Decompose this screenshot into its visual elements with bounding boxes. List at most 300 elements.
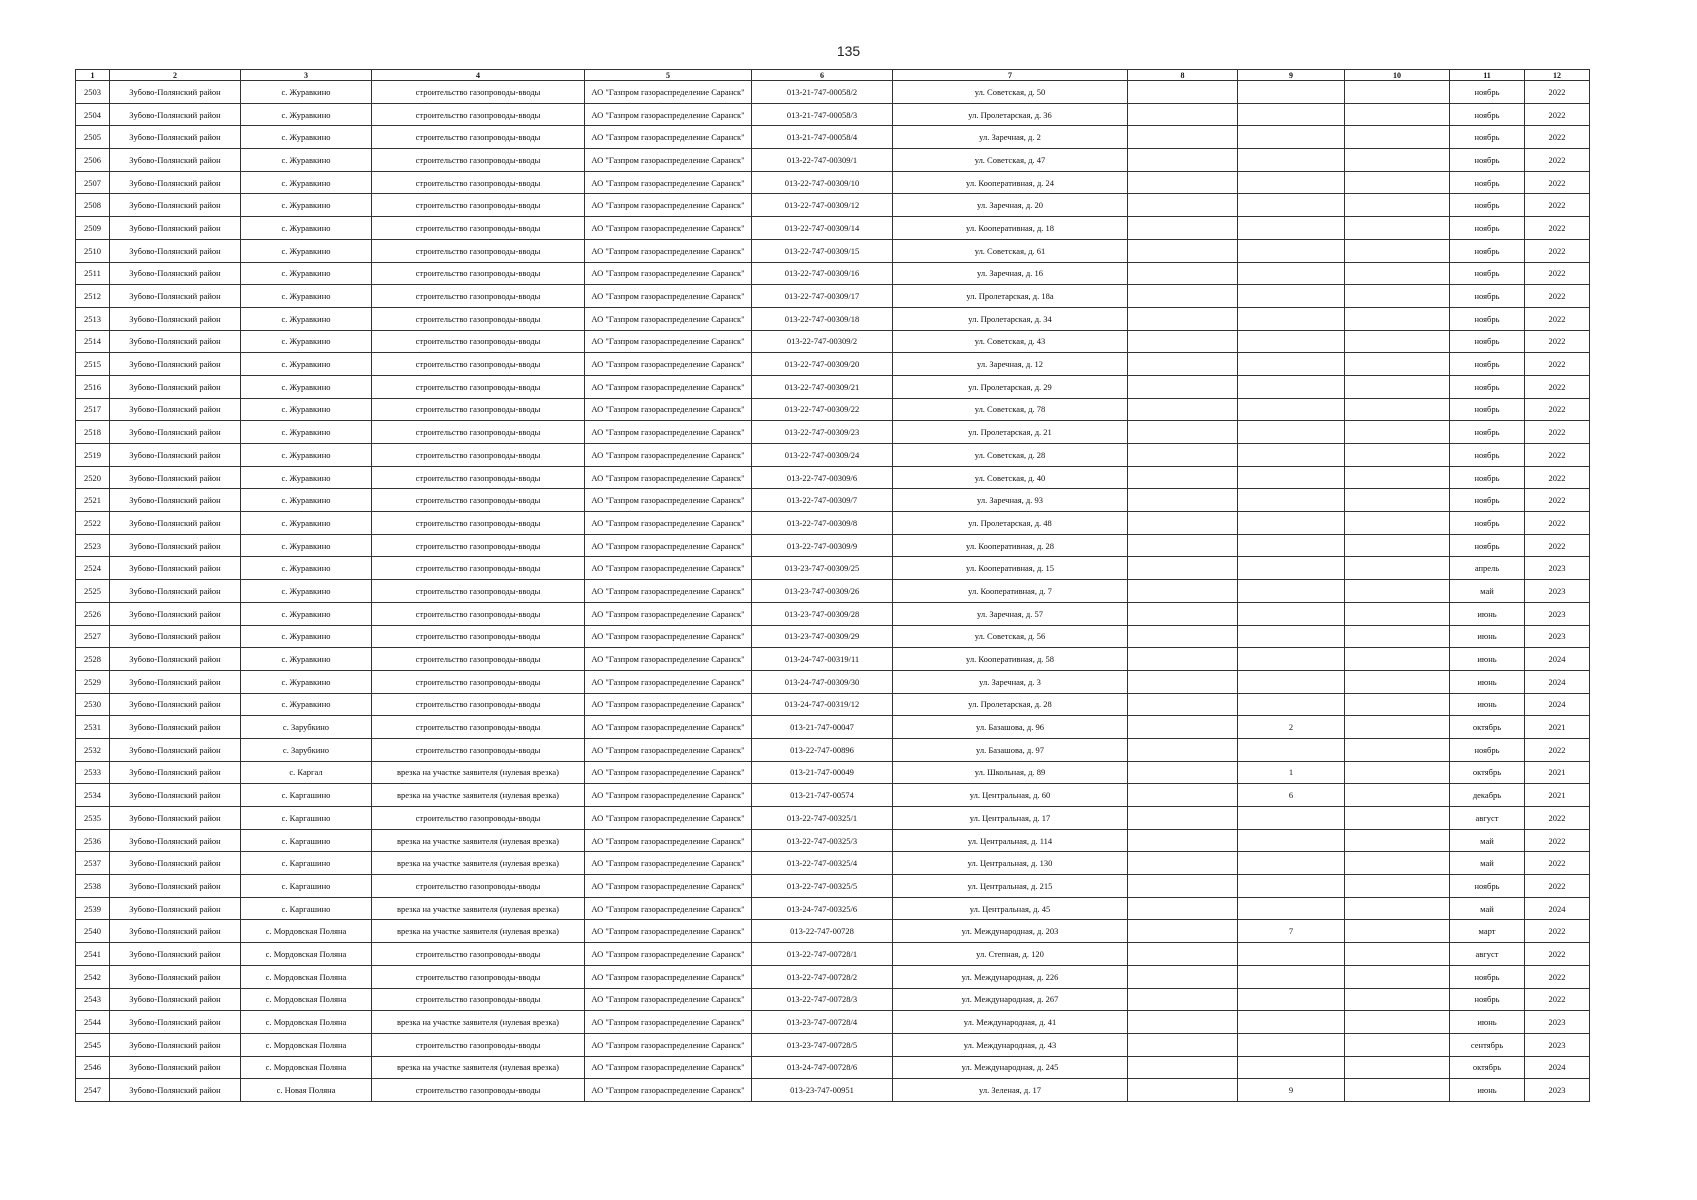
table-cell <box>1238 330 1345 353</box>
table-cell: 2024 <box>1525 648 1590 671</box>
table-cell: АО "Газпром газораспределение Саранск" <box>585 1011 752 1034</box>
table-cell: 2022 <box>1525 262 1590 285</box>
table-row <box>76 920 1590 943</box>
table-row <box>76 375 1590 398</box>
table-cell <box>1345 534 1450 557</box>
table-cell: 013-22-747-00309/8 <box>752 512 893 535</box>
table-cell: строительство газопроводы-вводы <box>372 103 585 126</box>
table-body <box>76 81 1590 1102</box>
table-cell <box>1128 512 1238 535</box>
table-cell: строительство газопроводы-вводы <box>372 466 585 489</box>
table-cell: Зубово-Полянский район <box>110 81 241 104</box>
table-cell: с. Журавкино <box>241 421 372 444</box>
table-cell: АО "Газпром газораспределение Саранск" <box>585 693 752 716</box>
table-cell: строительство газопроводы-вводы <box>372 239 585 262</box>
table-cell: с. Журавкино <box>241 489 372 512</box>
table-cell: 2545 <box>76 1033 110 1056</box>
table-cell: ул. Заречная, д. 3 <box>893 670 1128 693</box>
table-cell: с. Журавкино <box>241 398 372 421</box>
table-cell: ул. Пролетарская, д. 29 <box>893 375 1128 398</box>
table-cell: май <box>1450 852 1525 875</box>
table-cell: ул. Советская, д. 50 <box>893 81 1128 104</box>
table-cell: 2526 <box>76 602 110 625</box>
table-cell: ул. Кооперативная, д. 18 <box>893 217 1128 240</box>
table-cell: с. Журавкино <box>241 693 372 716</box>
table-cell <box>1345 807 1450 830</box>
table-cell <box>1128 466 1238 489</box>
table-row <box>76 580 1590 603</box>
table-cell <box>1128 489 1238 512</box>
table-cell: врезка на участке заявителя (нулевая врезка) <box>372 920 585 943</box>
table-cell: строительство газопроводы-вводы <box>372 398 585 421</box>
table-cell <box>1128 965 1238 988</box>
table-cell <box>1128 557 1238 580</box>
table-cell: ул. Центральная, д. 130 <box>893 852 1128 875</box>
table-cell: врезка на участке заявителя (нулевая врезка) <box>372 1011 585 1034</box>
table-cell: Зубово-Полянский район <box>110 194 241 217</box>
table-cell <box>1238 852 1345 875</box>
table-cell <box>1128 171 1238 194</box>
table-cell: ул. Степная, д. 120 <box>893 943 1128 966</box>
table-cell: 013-23-747-00728/4 <box>752 1011 893 1034</box>
table-cell: июнь <box>1450 1011 1525 1034</box>
table-cell: 2022 <box>1525 285 1590 308</box>
table-cell: строительство газопроводы-вводы <box>372 670 585 693</box>
table-cell: ул. Советская, д. 40 <box>893 466 1128 489</box>
table-cell: ул. Центральная, д. 45 <box>893 897 1128 920</box>
table-cell: с. Мордовская Поляна <box>241 988 372 1011</box>
table-row <box>76 807 1590 830</box>
table-cell: ноябрь <box>1450 444 1525 467</box>
table-row <box>76 466 1590 489</box>
table-cell: с. Журавкино <box>241 625 372 648</box>
table-cell: Зубово-Полянский район <box>110 852 241 875</box>
table-cell: август <box>1450 943 1525 966</box>
table-cell <box>1238 194 1345 217</box>
table-cell <box>1128 784 1238 807</box>
table-cell: 013-23-747-00309/29 <box>752 625 893 648</box>
table-cell: 2522 <box>76 512 110 535</box>
table-cell <box>1128 580 1238 603</box>
table-cell: строительство газопроводы-вводы <box>372 625 585 648</box>
table-cell: октябрь <box>1450 716 1525 739</box>
table-cell: АО "Газпром газораспределение Саранск" <box>585 81 752 104</box>
table-cell <box>1345 761 1450 784</box>
table-cell: 2022 <box>1525 738 1590 761</box>
table-cell: 013-24-747-00319/11 <box>752 648 893 671</box>
table-cell: ул. Пролетарская, д. 28 <box>893 693 1128 716</box>
table-cell: Зубово-Полянский район <box>110 875 241 898</box>
table-cell: АО "Газпром газораспределение Саранск" <box>585 965 752 988</box>
table-cell: 2532 <box>76 738 110 761</box>
table-cell: Зубово-Полянский район <box>110 625 241 648</box>
table-row <box>76 693 1590 716</box>
table-cell: строительство газопроводы-вводы <box>372 602 585 625</box>
table-cell: ул. Международная, д. 267 <box>893 988 1128 1011</box>
table-cell: строительство газопроводы-вводы <box>372 512 585 535</box>
table-cell: 2521 <box>76 489 110 512</box>
table-cell: Зубово-Полянский район <box>110 965 241 988</box>
table-cell: АО "Газпром газораспределение Саранск" <box>585 149 752 172</box>
table-cell: с. Журавкино <box>241 239 372 262</box>
table-cell: с. Журавкино <box>241 648 372 671</box>
table-cell: Зубово-Полянский район <box>110 580 241 603</box>
table-cell <box>1128 693 1238 716</box>
table-cell: 2536 <box>76 829 110 852</box>
table-cell: Зубово-Полянский район <box>110 171 241 194</box>
table-cell: строительство газопроводы-вводы <box>372 489 585 512</box>
table-cell <box>1128 1079 1238 1102</box>
table-cell: 013-22-747-00309/9 <box>752 534 893 557</box>
table-cell <box>1128 126 1238 149</box>
table-cell: с. Мордовская Поляна <box>241 943 372 966</box>
table-cell <box>1238 262 1345 285</box>
table-cell <box>1238 648 1345 671</box>
table-cell: 2023 <box>1525 1033 1590 1056</box>
table-cell <box>1238 965 1345 988</box>
table-cell: с. Журавкино <box>241 262 372 285</box>
table-cell <box>1238 466 1345 489</box>
table-cell: АО "Газпром газораспределение Саранск" <box>585 307 752 330</box>
table-cell: ул. Центральная, д. 17 <box>893 807 1128 830</box>
table-cell <box>1128 330 1238 353</box>
table-cell: строительство газопроводы-вводы <box>372 307 585 330</box>
table-cell: 2512 <box>76 285 110 308</box>
table-cell: АО "Газпром газораспределение Саранск" <box>585 988 752 1011</box>
table-cell: АО "Газпром газораспределение Саранск" <box>585 1079 752 1102</box>
table-cell <box>1128 217 1238 240</box>
table-cell: Зубово-Полянский район <box>110 239 241 262</box>
table-cell: врезка на участке заявителя (нулевая врезка) <box>372 784 585 807</box>
table-cell <box>1128 149 1238 172</box>
table-cell: строительство газопроводы-вводы <box>372 149 585 172</box>
table-cell: АО "Газпром газораспределение Саранск" <box>585 716 752 739</box>
table-cell: Зубово-Полянский район <box>110 103 241 126</box>
table-cell <box>1128 648 1238 671</box>
table-cell: АО "Газпром газораспределение Саранск" <box>585 1033 752 1056</box>
table-cell <box>1238 1056 1345 1079</box>
table-cell: 2024 <box>1525 693 1590 716</box>
table-cell: строительство газопроводы-вводы <box>372 716 585 739</box>
table-cell: 2022 <box>1525 489 1590 512</box>
table-cell <box>1238 285 1345 308</box>
table-cell <box>1345 580 1450 603</box>
table-cell <box>1128 602 1238 625</box>
table-cell: АО "Газпром газораспределение Саранск" <box>585 557 752 580</box>
table-cell: 2023 <box>1525 557 1590 580</box>
table-cell: 2511 <box>76 262 110 285</box>
table-row <box>76 534 1590 557</box>
page-number: 135 <box>836 43 861 59</box>
table-cell <box>1345 965 1450 988</box>
table-cell <box>1238 807 1345 830</box>
table-row <box>76 330 1590 353</box>
table-cell <box>1128 262 1238 285</box>
table-cell <box>1238 81 1345 104</box>
table-cell <box>1345 1011 1450 1034</box>
table-cell <box>1128 534 1238 557</box>
table-cell: Зубово-Полянский район <box>110 829 241 852</box>
table-row <box>76 965 1590 988</box>
table-cell: 013-22-747-00309/10 <box>752 171 893 194</box>
table-cell: Зубово-Полянский район <box>110 262 241 285</box>
table-cell: строительство газопроводы-вводы <box>372 534 585 557</box>
table-cell <box>1128 829 1238 852</box>
table-cell: ул. Советская, д. 47 <box>893 149 1128 172</box>
table-cell: 2022 <box>1525 807 1590 830</box>
table-cell: 2537 <box>76 852 110 875</box>
table-cell: 013-22-747-00309/2 <box>752 330 893 353</box>
table-cell: 2022 <box>1525 103 1590 126</box>
table-cell: ул. Кооперативная, д. 58 <box>893 648 1128 671</box>
table-cell <box>1128 920 1238 943</box>
table-cell: 013-22-747-00309/23 <box>752 421 893 444</box>
table-cell: Зубово-Полянский район <box>110 670 241 693</box>
table-cell: АО "Газпром газораспределение Саранск" <box>585 285 752 308</box>
table-cell <box>1128 716 1238 739</box>
table-cell <box>1238 670 1345 693</box>
table-cell: АО "Газпром газораспределение Саранск" <box>585 489 752 512</box>
table-cell <box>1345 897 1450 920</box>
table-cell: с. Журавкино <box>241 534 372 557</box>
table-cell: врезка на участке заявителя (нулевая врезка) <box>372 829 585 852</box>
table-cell: 6 <box>1238 784 1345 807</box>
table-cell: с. Новая Поляна <box>241 1079 372 1102</box>
table-cell: с. Каргашино <box>241 875 372 898</box>
table-cell <box>1345 875 1450 898</box>
table-cell: АО "Газпром газораспределение Саранск" <box>585 421 752 444</box>
table-cell: строительство газопроводы-вводы <box>372 1033 585 1056</box>
table-cell <box>1345 81 1450 104</box>
table-row <box>76 897 1590 920</box>
table-cell: 2022 <box>1525 829 1590 852</box>
table-cell <box>1128 897 1238 920</box>
table-cell: 2022 <box>1525 534 1590 557</box>
table-cell: 2021 <box>1525 761 1590 784</box>
table-row <box>76 988 1590 1011</box>
table-cell: АО "Газпром газораспределение Саранск" <box>585 330 752 353</box>
table-cell: 013-21-747-00058/3 <box>752 103 893 126</box>
table-cell: 2022 <box>1525 875 1590 898</box>
table-cell <box>1128 444 1238 467</box>
table-row <box>76 489 1590 512</box>
table-cell: строительство газопроводы-вводы <box>372 557 585 580</box>
table-cell: 013-22-747-00325/4 <box>752 852 893 875</box>
table-cell <box>1345 262 1450 285</box>
table-cell: ул. Пролетарская, д. 34 <box>893 307 1128 330</box>
table-row <box>76 716 1590 739</box>
table-cell: 2024 <box>1525 1056 1590 1079</box>
table-cell: 013-22-747-00728 <box>752 920 893 943</box>
table-cell: с. Журавкино <box>241 580 372 603</box>
table-cell: 2022 <box>1525 421 1590 444</box>
table-cell: строительство газопроводы-вводы <box>372 81 585 104</box>
table-cell: врезка на участке заявителя (нулевая врезка) <box>372 852 585 875</box>
table-cell: ул. Советская, д. 28 <box>893 444 1128 467</box>
table-cell: 013-22-747-00728/1 <box>752 943 893 966</box>
table-cell: строительство газопроводы-вводы <box>372 285 585 308</box>
table-cell: Зубово-Полянский район <box>110 557 241 580</box>
table-cell <box>1238 875 1345 898</box>
table-cell: 013-22-747-00309/16 <box>752 262 893 285</box>
table-cell <box>1345 920 1450 943</box>
table-cell: 2024 <box>1525 670 1590 693</box>
table-cell: ноябрь <box>1450 988 1525 1011</box>
table-cell: АО "Газпром газораспределение Саранск" <box>585 466 752 489</box>
table-cell: ул. Кооперативная, д. 15 <box>893 557 1128 580</box>
table-cell: ул. Заречная, д. 57 <box>893 602 1128 625</box>
table-row <box>76 353 1590 376</box>
table-cell: 2506 <box>76 149 110 172</box>
table-cell: 2021 <box>1525 784 1590 807</box>
table-row <box>76 761 1590 784</box>
table-cell: Зубово-Полянский район <box>110 421 241 444</box>
table-cell: строительство газопроводы-вводы <box>372 217 585 240</box>
table-cell: 2518 <box>76 421 110 444</box>
table-row <box>76 1079 1590 1102</box>
table-cell <box>1345 398 1450 421</box>
table-cell: ул. Заречная, д. 20 <box>893 194 1128 217</box>
table-cell: ноябрь <box>1450 353 1525 376</box>
table-cell: с. Журавкино <box>241 557 372 580</box>
table-cell: с. Журавкино <box>241 194 372 217</box>
table-cell <box>1345 330 1450 353</box>
column-header: 11 <box>1450 70 1525 81</box>
table-cell: 2514 <box>76 330 110 353</box>
table-cell: АО "Газпром газораспределение Саранск" <box>585 625 752 648</box>
table-cell: строительство газопроводы-вводы <box>372 375 585 398</box>
table-cell <box>1128 807 1238 830</box>
table-cell: Зубово-Полянский район <box>110 988 241 1011</box>
table-cell: Зубово-Полянский район <box>110 1079 241 1102</box>
table-cell: АО "Газпром газораспределение Саранск" <box>585 943 752 966</box>
table-cell: Зубово-Полянский район <box>110 534 241 557</box>
table-cell: май <box>1450 580 1525 603</box>
table-cell: июнь <box>1450 602 1525 625</box>
table-cell: Зубово-Полянский район <box>110 149 241 172</box>
column-header: 10 <box>1345 70 1450 81</box>
table-cell: строительство газопроводы-вводы <box>372 444 585 467</box>
table-cell: 2533 <box>76 761 110 784</box>
table-cell: 2513 <box>76 307 110 330</box>
table-cell: 2541 <box>76 943 110 966</box>
table-cell <box>1345 557 1450 580</box>
table-cell <box>1345 1079 1450 1102</box>
table-cell: 2022 <box>1525 81 1590 104</box>
table-cell: ул. Советская, д. 43 <box>893 330 1128 353</box>
table-cell: Зубово-Полянский район <box>110 353 241 376</box>
table-cell: 2022 <box>1525 444 1590 467</box>
table-cell: строительство газопроводы-вводы <box>372 580 585 603</box>
table-row <box>76 194 1590 217</box>
table-cell: строительство газопроводы-вводы <box>372 807 585 830</box>
table-cell <box>1128 761 1238 784</box>
table-cell: АО "Газпром газораспределение Саранск" <box>585 103 752 126</box>
table-cell: АО "Газпром газораспределение Саранск" <box>585 920 752 943</box>
table-cell: июнь <box>1450 693 1525 716</box>
table-cell: с. Журавкино <box>241 512 372 535</box>
table-cell: апрель <box>1450 557 1525 580</box>
column-header: 6 <box>752 70 893 81</box>
table-cell: Зубово-Полянский район <box>110 897 241 920</box>
table-cell <box>1128 285 1238 308</box>
table-cell: 2520 <box>76 466 110 489</box>
table-cell: 2528 <box>76 648 110 671</box>
table-cell: 2517 <box>76 398 110 421</box>
table-cell: ул. Зеленая, д. 17 <box>893 1079 1128 1102</box>
column-header: 4 <box>372 70 585 81</box>
table-cell <box>1238 421 1345 444</box>
table-cell <box>1238 307 1345 330</box>
table-row <box>76 648 1590 671</box>
table-row <box>76 670 1590 693</box>
table-row <box>76 1056 1590 1079</box>
table-cell: строительство газопроводы-вводы <box>372 1079 585 1102</box>
table-cell: ул. Международная, д. 203 <box>893 920 1128 943</box>
table-cell: ноябрь <box>1450 489 1525 512</box>
table-cell: 2507 <box>76 171 110 194</box>
table-cell <box>1238 1033 1345 1056</box>
table-cell: 013-24-747-00728/6 <box>752 1056 893 1079</box>
table-cell: ноябрь <box>1450 149 1525 172</box>
table-cell: ул. Заречная, д. 16 <box>893 262 1128 285</box>
table-cell: с. Журавкино <box>241 602 372 625</box>
table-cell: с. Каргашино <box>241 897 372 920</box>
table-cell: строительство газопроводы-вводы <box>372 738 585 761</box>
table-cell: с. Мордовская Поляна <box>241 965 372 988</box>
table-cell: АО "Газпром газораспределение Саранск" <box>585 738 752 761</box>
table-cell <box>1238 738 1345 761</box>
table-cell <box>1238 988 1345 1011</box>
table-row <box>76 149 1590 172</box>
table-cell: врезка на участке заявителя (нулевая врезка) <box>372 1056 585 1079</box>
table-row <box>76 784 1590 807</box>
table-cell: Зубово-Полянский район <box>110 943 241 966</box>
column-header: 3 <box>241 70 372 81</box>
table-cell: ноябрь <box>1450 262 1525 285</box>
table-cell <box>1128 943 1238 966</box>
table-cell <box>1345 602 1450 625</box>
table-cell <box>1238 534 1345 557</box>
table-cell: 2505 <box>76 126 110 149</box>
table-cell: 2535 <box>76 807 110 830</box>
table-cell: 2023 <box>1525 1079 1590 1102</box>
table-cell: ул. Международная, д. 226 <box>893 965 1128 988</box>
table-row <box>76 512 1590 535</box>
table-cell: с. Журавкино <box>241 81 372 104</box>
table-row <box>76 943 1590 966</box>
table-cell: 2022 <box>1525 149 1590 172</box>
table-cell: ул. Пролетарская, д. 48 <box>893 512 1128 535</box>
table-cell: АО "Газпром газораспределение Саранск" <box>585 602 752 625</box>
table-cell <box>1128 81 1238 104</box>
table-cell: 2539 <box>76 897 110 920</box>
table-row <box>76 738 1590 761</box>
table-cell <box>1128 875 1238 898</box>
table-row <box>76 239 1590 262</box>
table-row <box>76 875 1590 898</box>
table-cell <box>1345 648 1450 671</box>
table-cell: 2544 <box>76 1011 110 1034</box>
table-cell <box>1345 375 1450 398</box>
table-cell: с. Журавкино <box>241 307 372 330</box>
table-cell <box>1345 421 1450 444</box>
table-cell: 2524 <box>76 557 110 580</box>
table-cell: 2534 <box>76 784 110 807</box>
table-cell: 013-23-747-00309/26 <box>752 580 893 603</box>
table-cell: июнь <box>1450 648 1525 671</box>
table-cell: с. Журавкино <box>241 126 372 149</box>
